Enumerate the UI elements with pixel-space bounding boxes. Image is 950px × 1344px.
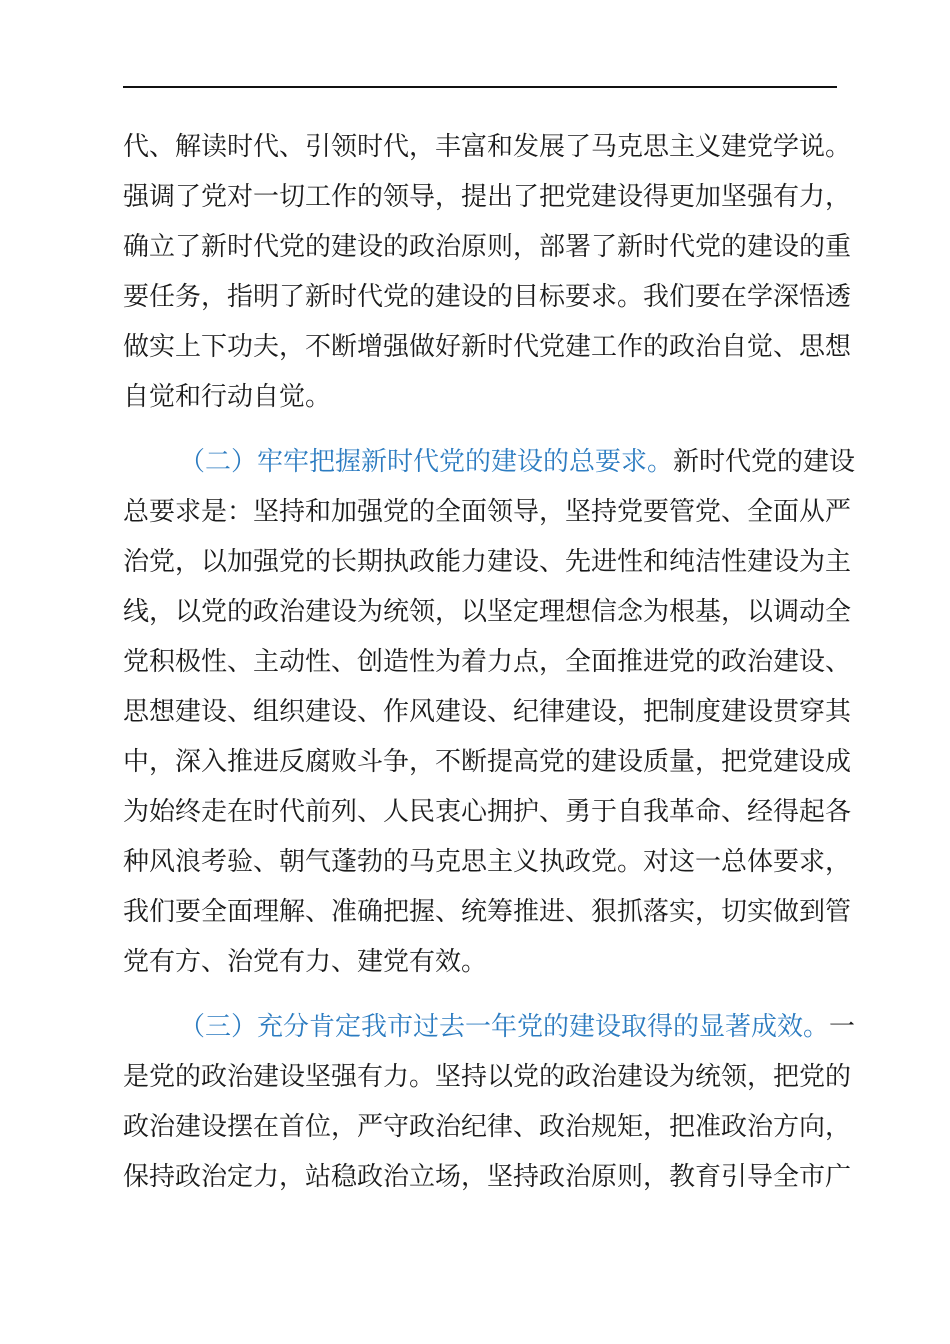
- text-line: 要任务，指明了新时代党的建设的目标要求。我们要在学深悟透: [123, 282, 852, 312]
- paragraph-2: [123, 437, 856, 987]
- text-line: 确立了新时代党的建设的政治原则，部署了新时代党的建设的重: [123, 232, 852, 262]
- text-line: 代、解读时代、引领时代，丰富和发展了马克思主义建党学说。: [123, 132, 852, 162]
- text-line: 自觉和行动自觉。: [123, 382, 332, 412]
- text-line: 是党的政治建设坚强有力。坚持以党的政治建设为统领，把党的: [123, 1062, 852, 1092]
- text-line: 党有方、治党有力、建党有效。: [123, 947, 488, 977]
- text-line: 保持政治定力，站稳政治立场，坚持政治原则，教育引导全市广: [123, 1162, 852, 1192]
- text-line-first: [123, 1002, 856, 1052]
- text-line: 强调了党对一切工作的领导，提出了把党建设得更加坚强有力，: [123, 182, 852, 212]
- text-line: 我们要全面理解、准确把握、统筹推进、狠抓落实，切实做到管: [123, 897, 852, 927]
- text-run: 新时代党的建设: [673, 447, 856, 477]
- text-line: 种风浪考验、朝气蓬勃的马克思主义执政党。对这一总体要求，: [123, 847, 852, 877]
- header-rule: [123, 86, 837, 88]
- text-line: 总要求是：坚持和加强党的全面领导，坚持党要管党、全面从严: [123, 497, 852, 527]
- section-heading: （二）牢牢把握新时代党的建设的总要求。: [179, 447, 674, 477]
- paragraph-gap: [123, 987, 837, 1002]
- paragraph-1: [123, 122, 852, 422]
- text-line: 中，深入推进反腐败斗争，不断提高党的建设质量，把党建设成: [123, 747, 852, 777]
- text-line-first: [123, 437, 856, 487]
- document-body: [123, 122, 856, 1202]
- paragraph-3: [123, 1002, 856, 1202]
- text-line: 思想建设、组织建设、作风建设、纪律建设，把制度建设贯穿其: [123, 697, 852, 727]
- section-heading: （三）充分肯定我市过去一年党的建设取得的显著成效。: [179, 1012, 830, 1042]
- text-line: 政治建设摆在首位，严守政治纪律、政治规矩，把准政治方向，: [123, 1112, 852, 1142]
- text-line: 为始终走在时代前列、人民衷心拥护、勇于自我革命、经得起各: [123, 797, 852, 827]
- text-line: 线，以党的政治建设为统领，以坚定理想信念为根基，以调动全: [123, 597, 852, 627]
- paragraph-gap: [123, 422, 837, 437]
- text-line: 做实上下功夫，不断增强做好新时代党建工作的政治自觉、思想: [123, 332, 852, 362]
- text-run: 一: [829, 1012, 856, 1042]
- text-line: 党积极性、主动性、创造性为着力点，全面推进党的政治建设、: [123, 647, 852, 677]
- text-line: 治党，以加强党的长期执政能力建设、先进性和纯洁性建设为主: [123, 547, 852, 577]
